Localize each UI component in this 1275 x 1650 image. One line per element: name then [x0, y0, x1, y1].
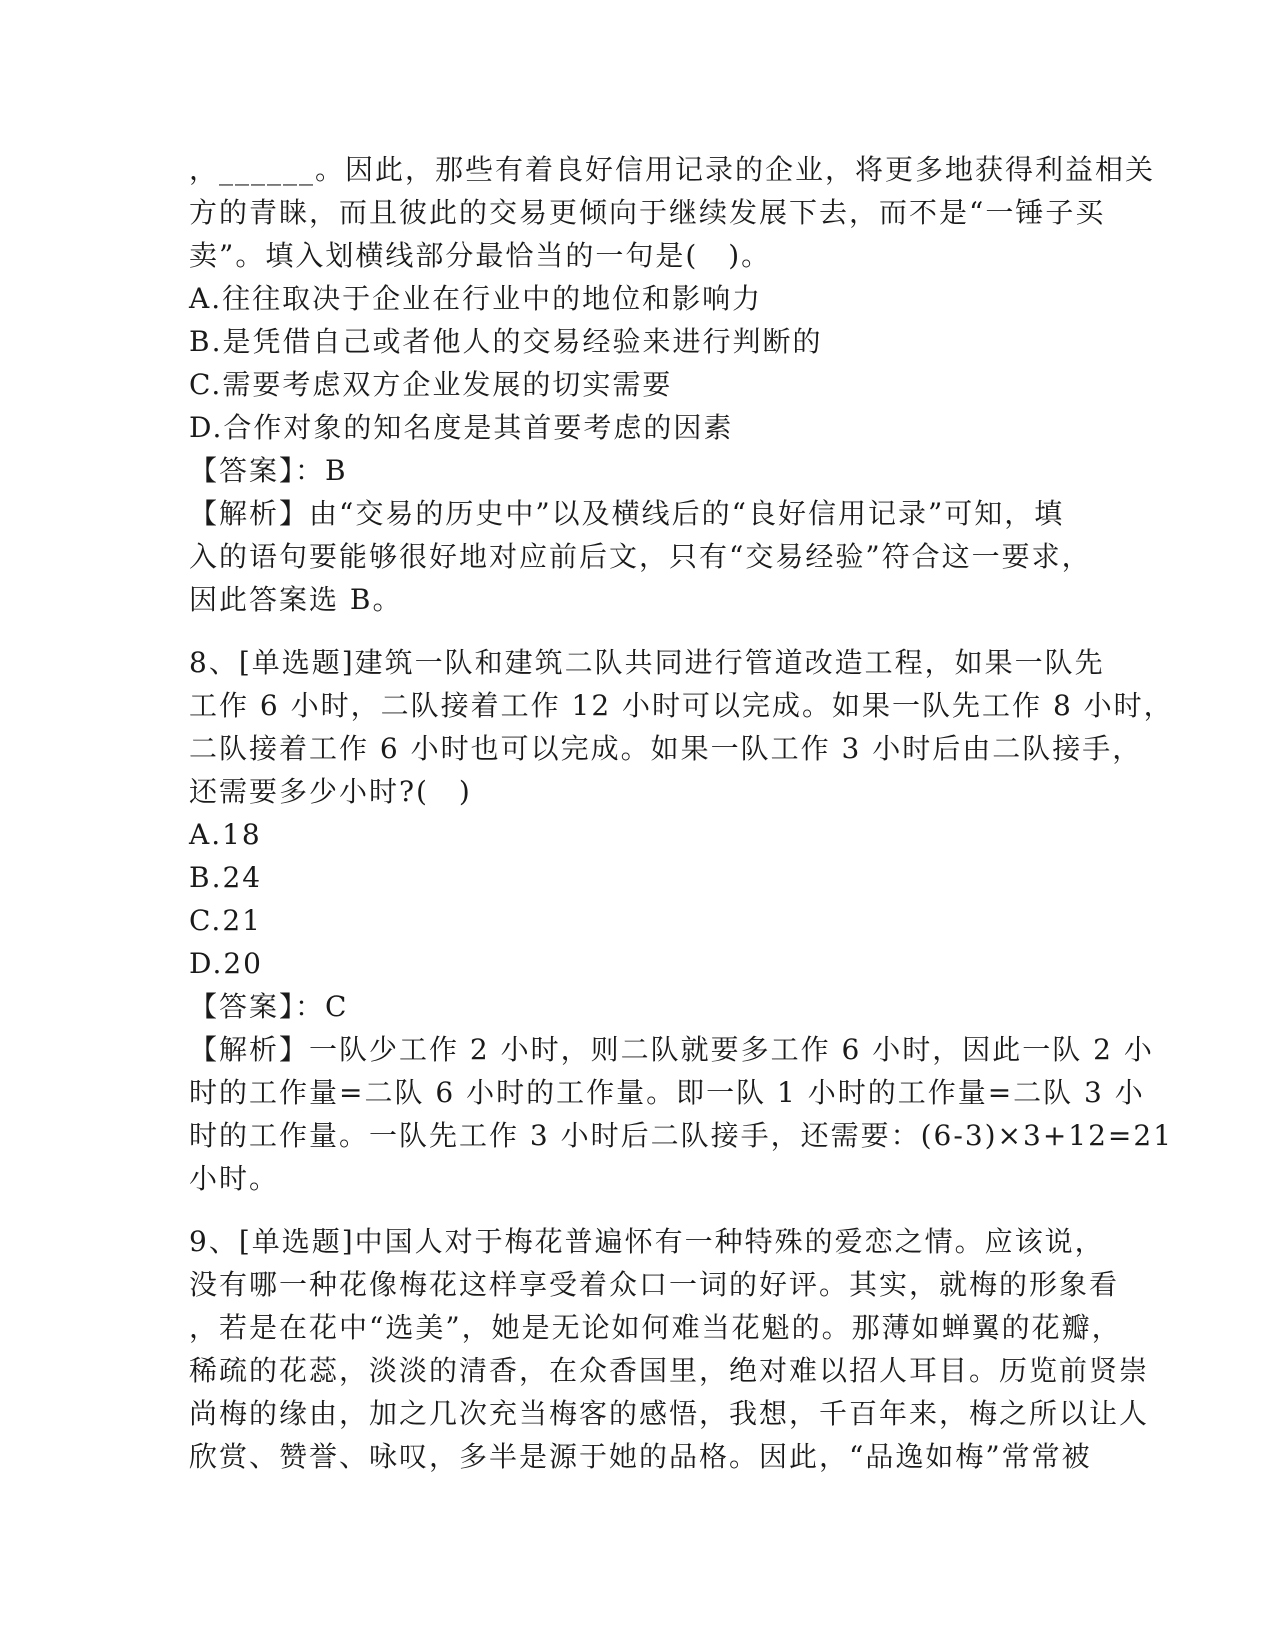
question-8-option-b: B.24 [189, 861, 263, 894]
question-7-stem-line: 方的青睐，而且彼此的交易更倾向于继续发展下去，而不是“一锤子买 [189, 196, 1106, 229]
question-7-option-b: B.是凭借自己或者他人的交易经验来进行判断的 [189, 325, 823, 358]
question-9-stem-line: 稀疏的花蕊，淡淡的清香，在众香国里，绝对难以招人耳目。历览前贤崇 [189, 1354, 1150, 1387]
question-8-analysis-line: 时的工作量。一队先工作 3 小时后二队接手，还需要：(6-3)×3+12=21 [189, 1119, 1174, 1152]
question-8-stem-line: 还需要多少小时?( ) [189, 775, 472, 808]
question-9-stem-line: 9、[单选题]中国人对于梅花普遍怀有一种特殊的爱恋之情。应该说， [189, 1225, 1105, 1258]
question-8-option-a: A.18 [189, 818, 262, 851]
question-8-option-c: C.21 [189, 904, 262, 937]
question-7-answer: 【答案】：B [189, 454, 348, 487]
question-9-stem-line: 尚梅的缘由，加之几次充当梅客的感悟，我想，千百年来，梅之所以让人 [189, 1397, 1150, 1430]
section-spacer [189, 1200, 1079, 1220]
question-8-stem-line: 二队接着工作 6 小时也可以完成。如果一队工作 3 小时后由二队接手， [189, 732, 1143, 765]
question-7-option-d: D.合作对象的知名度是其首要考虑的因素 [189, 411, 734, 444]
question-7-stem-line: ，______。因此，那些有着良好信用记录的企业，将更多地获得利益相关 [189, 153, 1156, 186]
question-7-option-a: A.往往取决于企业在行业中的地位和影响力 [189, 282, 763, 315]
question-9-stem-line: 欣赏、赞誉、咏叹，多半是源于她的品格。因此，“品逸如梅”常常被 [189, 1440, 1092, 1473]
question-8-answer: 【答案】：C [189, 990, 349, 1023]
question-8-analysis-line: 小时。 [189, 1162, 280, 1195]
question-9-stem-line: 没有哪一种花像梅花这样享受着众口一词的好评。其实，就梅的形象看 [189, 1268, 1120, 1301]
question-8-stem-line: 8、[单选题]建筑一队和建筑二队共同进行管道改造工程，如果一队先 [189, 646, 1105, 679]
question-9-stem-line: ，若是在花中“选美”，她是无论如何难当花魁的。那薄如蝉翼的花瓣， [189, 1311, 1122, 1344]
question-7-analysis-line: 【解析】由“交易的历史中”以及横线后的“良好信用记录”可知，填 [189, 497, 1065, 530]
question-9 [189, 1220, 1150, 1478]
question-7-analysis-line: 因此答案选 B。 [189, 583, 403, 616]
question-7-continued [189, 148, 1156, 621]
question-7-stem-line: 卖”。填入划横线部分最恰当的一句是( )。 [189, 239, 772, 272]
question-7-option-c: C.需要考虑双方企业发展的切实需要 [189, 368, 673, 401]
question-8-option-d: D.20 [189, 947, 263, 980]
question-8-stem-line: 工作 6 小时，二队接着工作 12 小时可以完成。如果一队先工作 8 小时， [189, 689, 1174, 722]
question-8-analysis-line: 【解析】一队少工作 2 小时，则二队就要多工作 6 小时，因此一队 2 小 [189, 1033, 1154, 1066]
question-8-analysis-line: 时的工作量=二队 6 小时的工作量。即一队 1 小时的工作量=二队 3 小 [189, 1076, 1145, 1109]
document-page [189, 148, 1174, 1478]
question-8 [189, 641, 1174, 1200]
section-spacer [189, 621, 1079, 641]
question-7-analysis-line: 入的语句要能够很好地对应前后文，只有“交易经验”符合这一要求， [189, 540, 1092, 573]
